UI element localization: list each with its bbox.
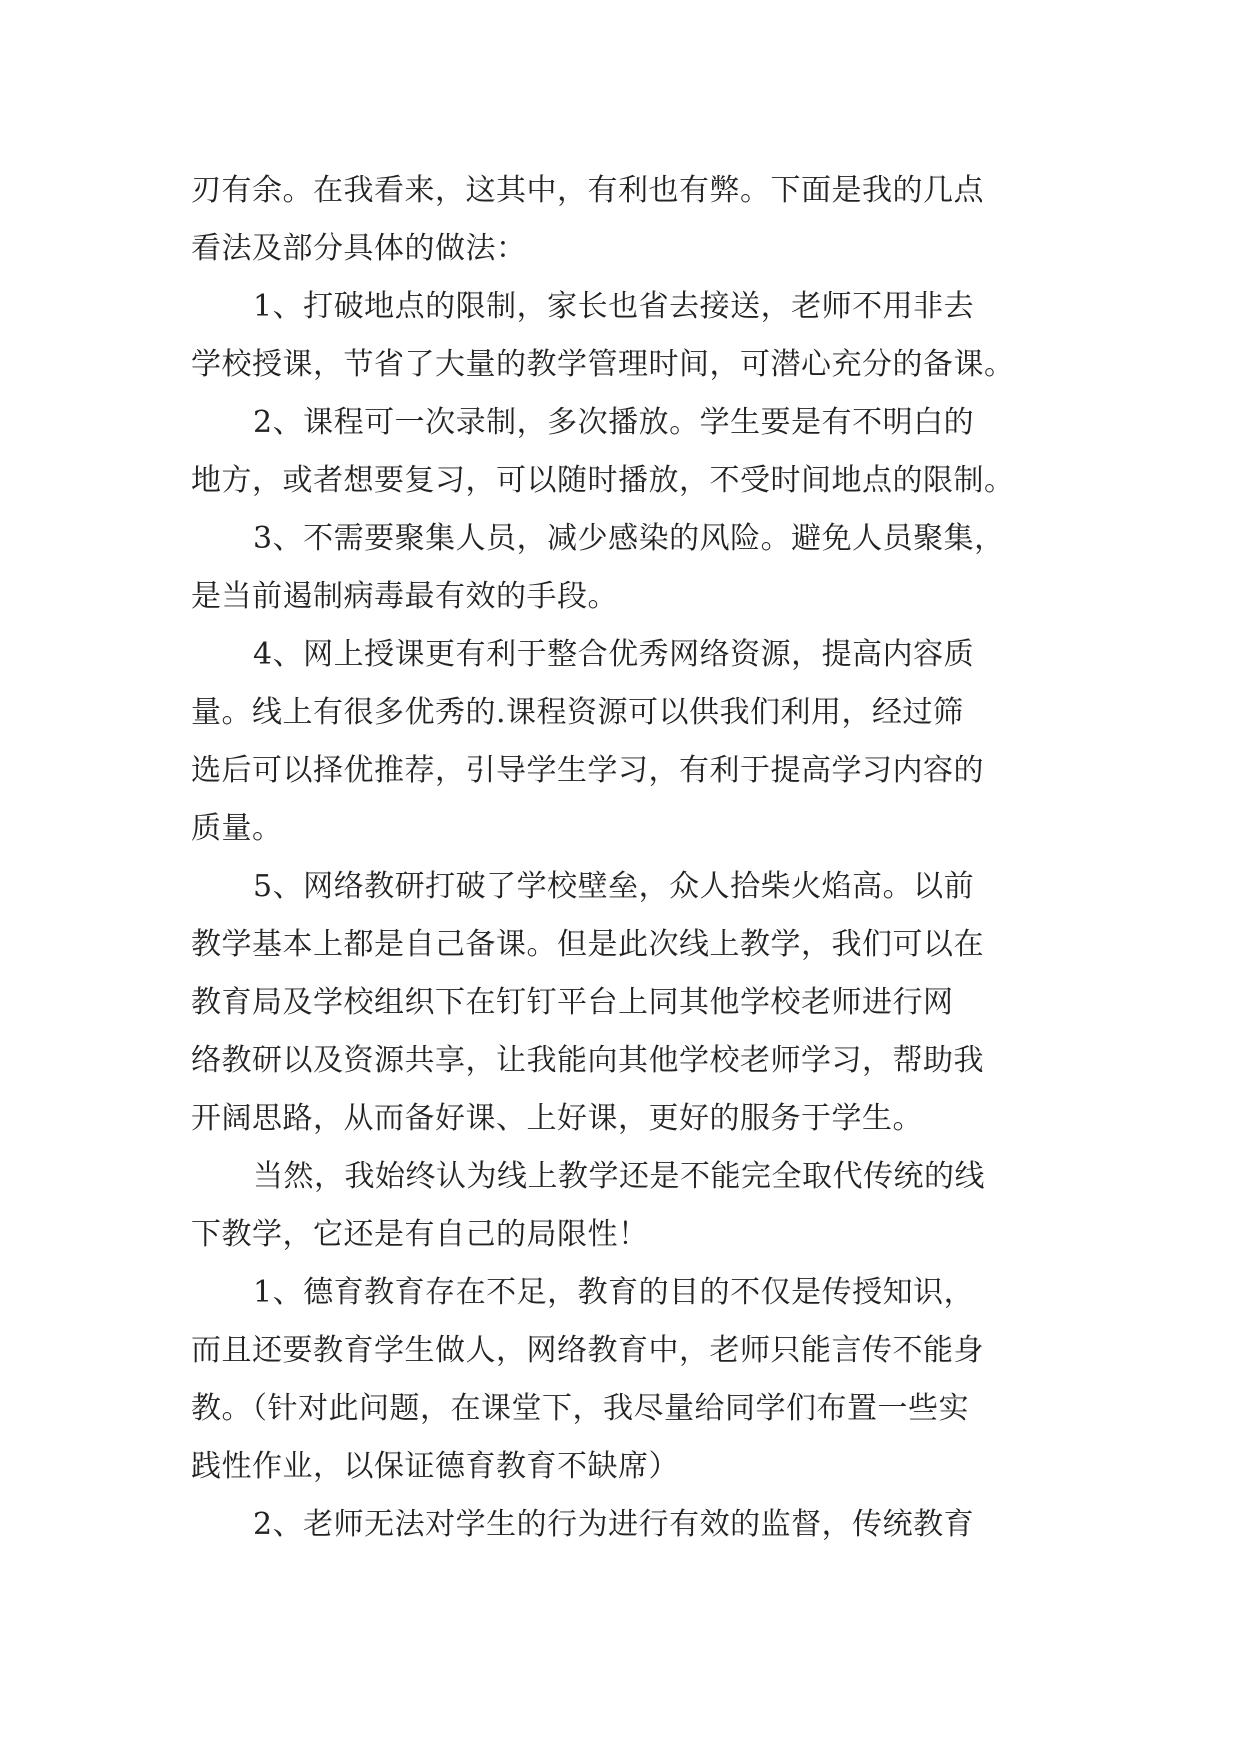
text-line: 当然，我始终认为线上教学还是不能完全取代传统的线 bbox=[253, 1159, 985, 1194]
text-line: 践性作业，以保证德育教育不缺席） bbox=[191, 1449, 679, 1484]
text-line: 看法及部分具体的做法： bbox=[191, 231, 527, 266]
text-line: 教育局及学校组织下在钉钉平台上同其他学校老师进行网 bbox=[191, 985, 954, 1020]
text-line: 量。线上有很多优秀的.课程资源可以供我们利用，经过筛 bbox=[191, 695, 964, 730]
text-line: 质量。 bbox=[191, 811, 283, 846]
text-line: 开阔思路，从而备好课、上好课，更好的服务于学生。 bbox=[191, 1101, 923, 1136]
text-line: 而且还要教育学生做人，网络教育中，老师只能言传不能身 bbox=[191, 1333, 984, 1368]
text-line: 下教学，它还是有自己的局限性！ bbox=[191, 1217, 649, 1252]
text-line: 学校授课，节省了大量的教学管理时间，可潜心充分的备课。 bbox=[191, 347, 1015, 382]
document-body bbox=[191, 162, 1059, 1554]
text-line: 刃有余。在我看来，这其中，有利也有弊。下面是我的几点 bbox=[191, 173, 984, 208]
text-line: 4、网上授课更有利于整合优秀网络资源，提高内容质 bbox=[253, 637, 975, 672]
text-line: 络教研以及资源共享，让我能向其他学校老师学习，帮助我 bbox=[191, 1043, 984, 1078]
text-line: 地方，或者想要复习，可以随时播放，不受时间地点的限制。 bbox=[191, 463, 1015, 498]
text-line: 3、不需要聚集人员，减少感染的风险。避免人员聚集， bbox=[253, 521, 1005, 556]
text-line: 教。（针对此问题，在课堂下，我尽量给同学们布置一些实 bbox=[191, 1391, 969, 1426]
text-line: 5、网络教研打破了学校壁垒，众人拾柴火焰高。以前 bbox=[253, 869, 975, 904]
text-line: 1、德育教育存在不足，教育的目的不仅是传授知识， bbox=[253, 1275, 975, 1310]
text-line: 2、课程可一次录制，多次播放。学生要是有不明白的 bbox=[253, 405, 975, 440]
text-line: 选后可以择优推荐，引导学生学习，有利于提高学习内容的 bbox=[191, 753, 984, 788]
text-line: 是当前遏制病毒最有效的手段。 bbox=[191, 579, 618, 614]
text-line: 教学基本上都是自己备课。但是此次线上教学，我们可以在 bbox=[191, 927, 984, 962]
text-line: 2、老师无法对学生的行为进行有效的监督，传统教育 bbox=[253, 1507, 975, 1542]
text-line: 1、打破地点的限制，家长也省去接送，老师不用非去 bbox=[253, 289, 975, 324]
